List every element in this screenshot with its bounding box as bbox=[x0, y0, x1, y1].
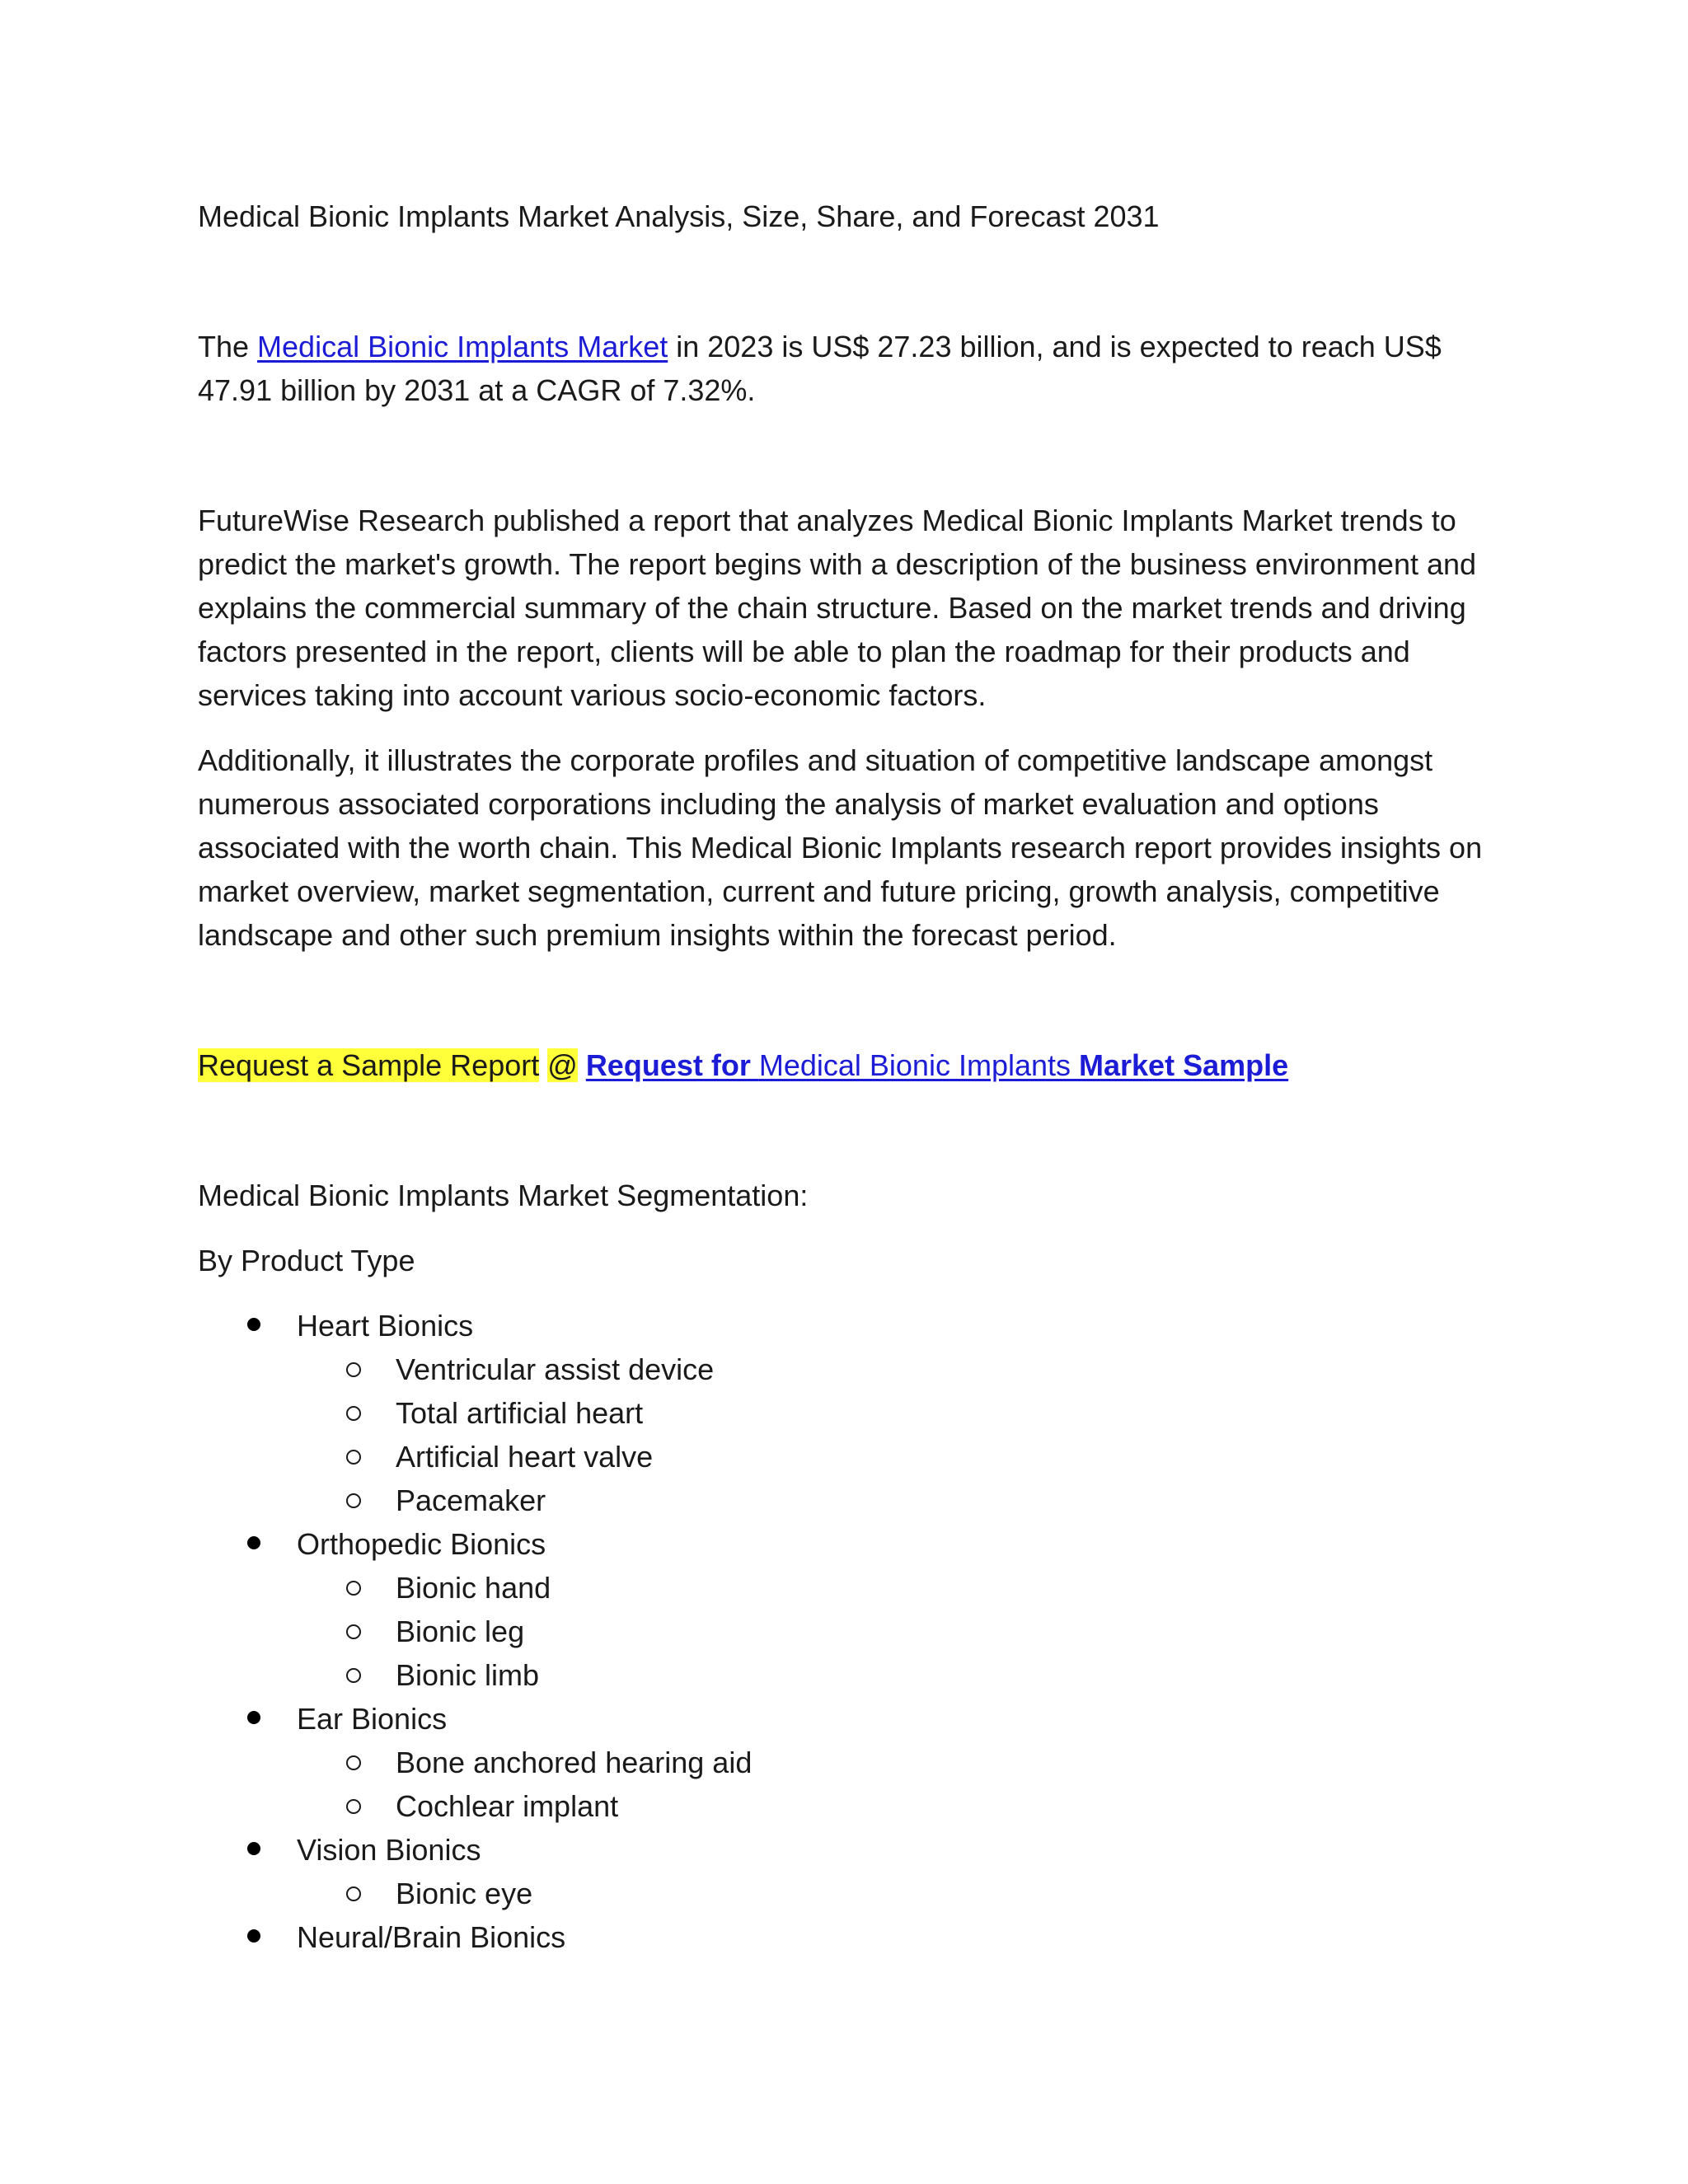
sub-product-label: Bionic hand bbox=[396, 1571, 551, 1605]
sub-product-label: Bionic leg bbox=[396, 1615, 525, 1648]
sub-product-list-item bbox=[297, 1566, 1500, 1610]
circle-bullet-icon bbox=[346, 1799, 361, 1814]
intro-paragraph bbox=[198, 325, 1500, 412]
sample-link-part3: Market Sample bbox=[1071, 1048, 1289, 1082]
document-content bbox=[198, 194, 1500, 1959]
product-list-item bbox=[198, 1915, 1500, 1959]
sub-product-list-item bbox=[297, 1653, 1500, 1697]
intro-prefix: The bbox=[198, 330, 258, 363]
circle-bullet-icon bbox=[346, 1886, 361, 1901]
bullet-icon bbox=[247, 1536, 260, 1549]
sub-product-list-item bbox=[297, 1435, 1500, 1479]
sub-product-list bbox=[297, 1566, 1500, 1697]
circle-bullet-icon bbox=[346, 1624, 361, 1639]
circle-bullet-icon bbox=[346, 1362, 361, 1377]
product-label: Orthopedic Bionics bbox=[297, 1527, 546, 1561]
bullet-icon bbox=[247, 1929, 260, 1943]
circle-bullet-icon bbox=[346, 1450, 361, 1465]
sub-product-list-item bbox=[297, 1391, 1500, 1435]
product-label: Heart Bionics bbox=[297, 1309, 474, 1343]
sub-product-list bbox=[297, 1872, 1500, 1915]
sub-product-label: Cochlear implant bbox=[396, 1789, 619, 1823]
product-list bbox=[198, 1304, 1500, 1959]
sub-product-list-item bbox=[297, 1610, 1500, 1653]
report-description-paragraph: FutureWise Research published a report that analyzes Medical Bionic Implants Market trends to predict the market's growth. The report begins with a description of the business environment and explains the commercial summary of the chain structure. Based on the market trends and driving factors presented in the report, clients will be able to plan the roadmap for their products and services taking into account various socio-economic factors. bbox=[198, 504, 1477, 712]
sample-link-part2: Medical Bionic Implants bbox=[758, 1048, 1071, 1082]
sub-product-list-item bbox=[297, 1347, 1500, 1391]
product-label: Neural/Brain Bionics bbox=[297, 1920, 566, 1954]
market-link[interactable]: Medical Bionic Implants Market bbox=[257, 330, 668, 363]
product-list-item bbox=[198, 1828, 1500, 1915]
sub-product-list-item bbox=[297, 1741, 1500, 1784]
sub-product-label: Bionic limb bbox=[396, 1658, 540, 1692]
sub-product-list bbox=[297, 1347, 1500, 1522]
product-label: Vision Bionics bbox=[297, 1833, 481, 1867]
circle-bullet-icon bbox=[346, 1406, 361, 1421]
bullet-icon bbox=[247, 1711, 260, 1724]
sample-link-part1: Request for bbox=[585, 1048, 759, 1082]
product-type-heading: By Product Type bbox=[198, 1244, 415, 1277]
sample-request-line bbox=[198, 1043, 1500, 1087]
sub-product-label: Bone anchored hearing aid bbox=[396, 1746, 753, 1779]
segmentation-heading: Medical Bionic Implants Market Segmentation: bbox=[198, 1179, 809, 1212]
document-title: Medical Bionic Implants Market Analysis, Size, Share, and Forecast 2031 bbox=[198, 199, 1160, 233]
at-symbol: @ bbox=[547, 1048, 578, 1082]
bullet-icon bbox=[247, 1842, 260, 1855]
sample-request-label: Request a Sample Report bbox=[198, 1048, 540, 1082]
circle-bullet-icon bbox=[346, 1755, 361, 1770]
sub-product-list-item bbox=[297, 1479, 1500, 1522]
sub-product-list-item bbox=[297, 1872, 1500, 1915]
circle-bullet-icon bbox=[346, 1581, 361, 1596]
bullet-icon bbox=[247, 1318, 260, 1331]
intro-suffix: in 2023 is US$ 27.23 billion, and is expected to reach US$ 47.91 billion by 2031 at a CAGR of 7.32%. bbox=[198, 330, 1442, 407]
sub-product-label: Artificial heart valve bbox=[396, 1440, 654, 1474]
sub-product-list-item bbox=[297, 1784, 1500, 1828]
circle-bullet-icon bbox=[346, 1668, 361, 1683]
product-list-item bbox=[198, 1697, 1500, 1828]
report-insights-paragraph: Additionally, it illustrates the corporate profiles and situation of competitive landscape amongst numerous associated corporations including the analysis of market evaluation and options associated with the worth chain. This Medical Bionic Implants research report provides insights on market overview, market segmentation, current and future pricing, growth analysis, competitive landscape and other such premium insights within the forecast period. bbox=[198, 743, 1483, 952]
sub-product-label: Pacemaker bbox=[396, 1483, 546, 1517]
product-list-item bbox=[198, 1304, 1500, 1522]
sub-product-label: Total artificial heart bbox=[396, 1396, 644, 1430]
sub-product-label: Ventricular assist device bbox=[396, 1352, 715, 1386]
sub-product-list bbox=[297, 1741, 1500, 1828]
circle-bullet-icon bbox=[346, 1493, 361, 1508]
sample-request-link[interactable] bbox=[586, 1048, 1288, 1082]
product-label: Ear Bionics bbox=[297, 1702, 448, 1736]
product-list-item bbox=[198, 1522, 1500, 1697]
sub-product-label: Bionic eye bbox=[396, 1877, 533, 1910]
